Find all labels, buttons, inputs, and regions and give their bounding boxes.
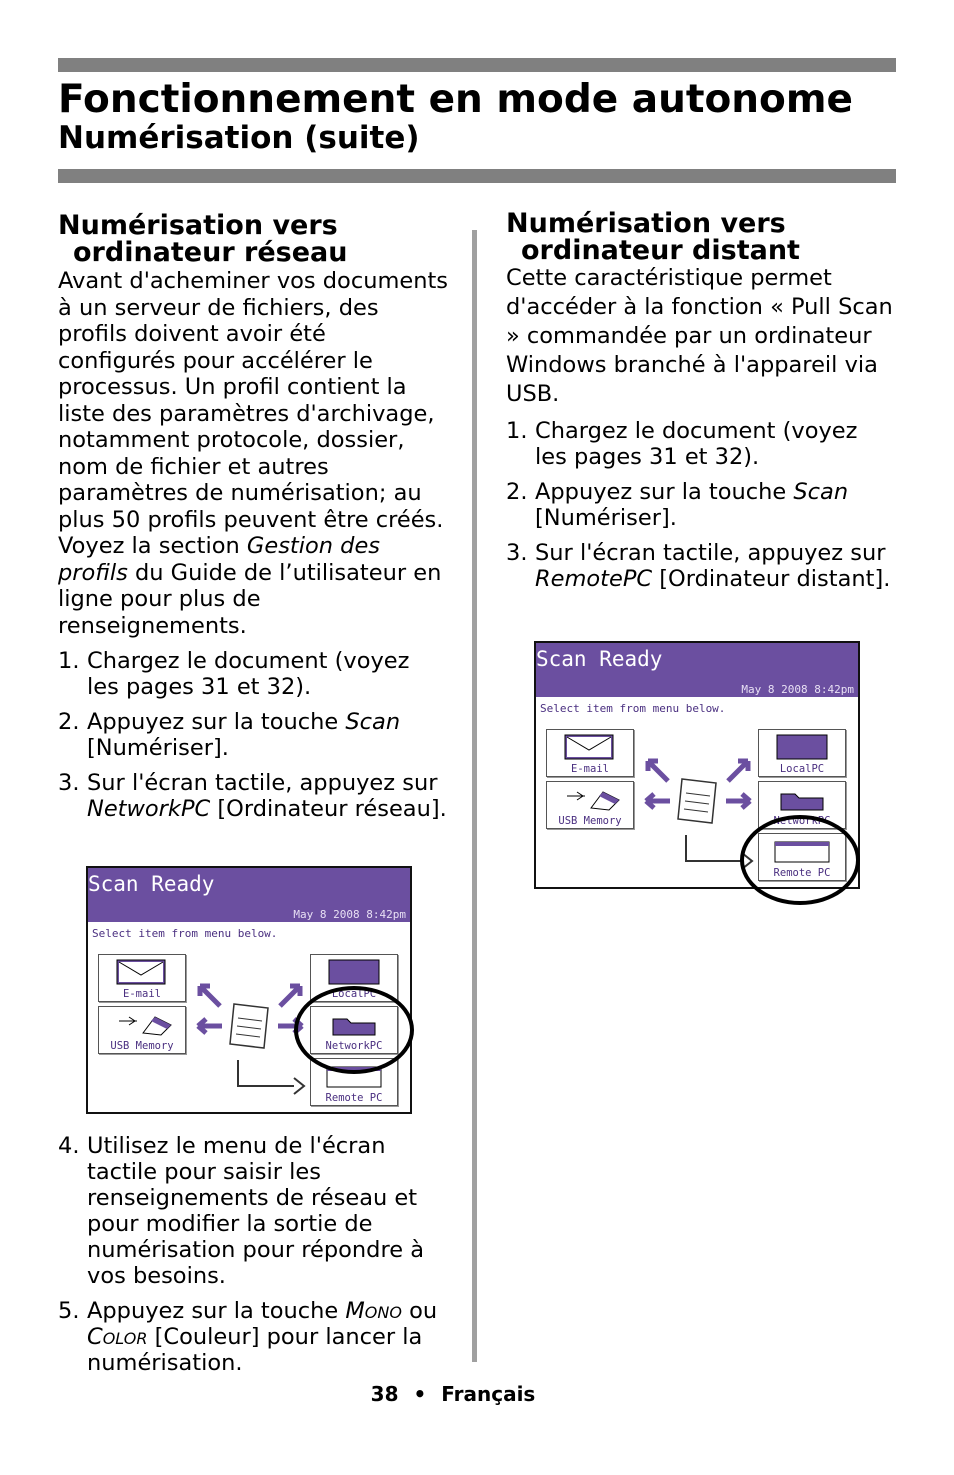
envelope-icon [547,732,633,762]
remote-pc-tile: Remote PC [758,833,846,881]
section-heading-remote: Numérisation vers ordinateur distant [506,208,800,266]
arrows-document-icon [192,978,308,1096]
email-tile: E-mail [98,954,186,1002]
network-intro: Avant d'acheminer vos documents à un serveur de fichiers, des profils doivent avoir été configurés pour accélérer le processus. Un profil contient la liste des paramètres d'archivage, notamment protocole, dossier, nom de fichier et autres paramètres de numérisation; au plus 50 profils peuvent être créés. Voyez la section Gestion des profils du Guide de l’utilisateur en ligne pour plus de renseignements. [58,268,449,639]
screen-date: May 8 2008 8:42pm [293,908,406,921]
usb-icon [99,1009,185,1039]
scan-ready-screen-network [86,866,412,1114]
list-item: 3. Sur l'écran tactile, appuyez sur RemotePC [Ordinateur distant]. [506,540,891,592]
folder-icon [759,732,845,762]
list-item: 2. Appuyez sur la touche Scan [Numériser]. [58,709,401,761]
remote-intro: Cette caractéristique permet d'accéder à la fonction « Pull Scan » commandée par un ordinateur Windows branché à l'appareil via USB. [506,265,893,407]
screen-instruction: Select item from menu below. [540,702,726,715]
page-subtitle: Numérisation (suite) [58,120,420,156]
right-column [506,210,896,592]
usb-icon [547,784,633,814]
folder-icon [311,957,397,987]
remote-pc-tile: Remote PC [310,1058,398,1106]
local-pc-tile: LocalPC [310,954,398,1002]
screen-title: Scan Ready [536,647,663,671]
scan-ready-screen-remote [534,641,860,889]
network-steps [58,648,448,822]
network-pc-tile: NetworkPC [758,781,846,829]
list-item: 2. Appuyez sur la touche Scan [Numériser]. [506,479,849,531]
footer-bullet: • [413,1382,427,1406]
header-bottom-rule [58,169,896,183]
section-heading-network: Numérisation vers ordinateur réseau [58,210,348,268]
local-pc-tile: LocalPC [758,729,846,777]
remote-steps [506,418,896,592]
page-footer [0,1382,954,1406]
left-column-continued [58,1124,450,1376]
screen-instruction: Select item from menu below. [92,927,278,940]
network-steps-continued [58,1133,450,1376]
highlight-circle [294,986,414,1074]
list-item: 3. Sur l'écran tactile, appuyez sur NetworkPC [Ordinateur réseau]. [58,770,447,822]
screen-date: May 8 2008 8:42pm [741,683,854,696]
top-rule [58,58,896,72]
page-number: 38 [370,1382,399,1406]
envelope-icon [99,957,185,987]
network-folder-icon [759,784,845,814]
page-title: Fonctionnement en mode autonome [58,77,853,122]
left-column [58,212,448,822]
list-item: 5. Appuyez sur la touche Mono ou Color [Couleur] pour lancer la numérisation. [58,1298,438,1376]
network-pc-tile: NetworkPC [310,1006,398,1054]
list-item: 4. Utilisez le menu de l'écran tactile pour saisir les renseignements de réseau et pour modifier la sortie de numérisation pour répondre à vos besoins. [58,1133,424,1289]
email-tile: E-mail [546,729,634,777]
usb-memory-tile: USB Memory [546,781,634,829]
arrows-document-icon [640,753,756,871]
list-item: 1. Chargez le document (voyez les pages 31 et 32). [58,648,410,700]
screen-title: Scan Ready [88,872,215,896]
usb-memory-tile: USB Memory [98,1006,186,1054]
list-item: 1. Chargez le document (voyez les pages 31 et 32). [506,418,858,470]
footer-language: Français [441,1382,536,1406]
column-divider [472,230,477,1362]
highlight-circle [740,815,860,905]
